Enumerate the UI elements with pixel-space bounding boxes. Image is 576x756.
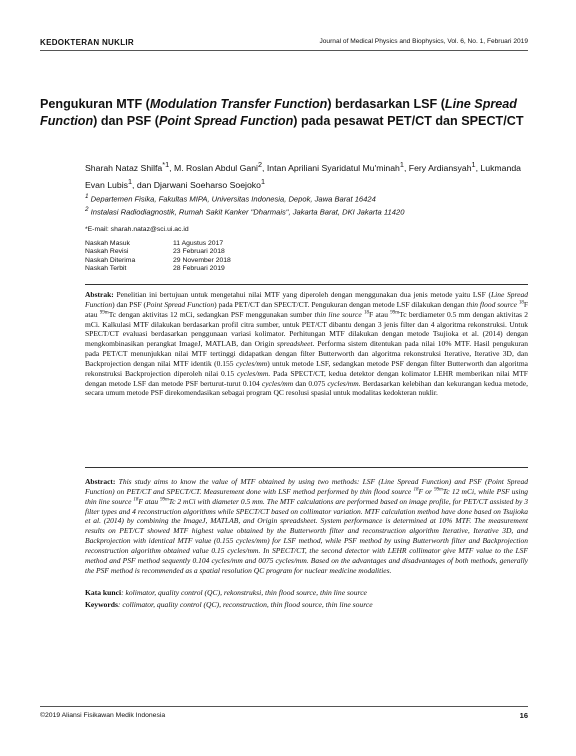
footer-divider bbox=[40, 706, 528, 707]
date-row: Naskah Revisi 23 Februari 2018 bbox=[85, 248, 225, 256]
keywords-english: Keywords: collimator, quality control (QC), reconstruction, thin flood source, thin line source bbox=[85, 600, 373, 609]
header-divider bbox=[40, 50, 528, 51]
date-row: Naskah Diterima 29 November 2018 bbox=[85, 256, 231, 264]
date-row: Naskah Masuk 11 Agustus 2017 bbox=[85, 240, 224, 247]
date-row: Naskah Terbit 28 Februari 2019 bbox=[85, 265, 225, 273]
affiliation-1: $^1$ Departemen Fisika, Fakultas MIPA, Universitas Indonesia, Depok, Jawa Barat 16424 bbox=[85, 193, 376, 204]
abstract-top-divider bbox=[85, 284, 528, 285]
affiliation-2: $^2$ Instalasi Radiodiagnostik, Rumah Sakit Kanker "Dharmais", Jakarta Barat, DKI Jakarta 11420 bbox=[85, 206, 405, 217]
abstract-mid-divider bbox=[85, 467, 528, 468]
copyright-notice: ©2019 Aliansi Fisikawan Medik Indonesia bbox=[40, 712, 166, 719]
keywords-indonesian: Kata kunci: kolimator, quality control (QC), rekonstruksi, thin flood source, thin line source bbox=[85, 588, 367, 597]
page-number: 16 bbox=[519, 711, 528, 720]
abstract-english: Abstract: This study aims to know the value of MTF obtained by using two methods: LSF (Line Spread Function) and PSF (Point Spread Function) on PET/CT and SPECT/CT. Measurement done with LSF method performed by thin flood source $^{18}$F or $^{99m}$Tc 12 mCi, while PSF using thin line source $^{18}$F atau $^{99m}$Tc 2 mCi with diameter 0.5 mm. The MTF calculations are performed based on image profile, for PET/CT assisted by 3 filter types and 4 reconstruction algorithms while SPECT/CT based on collimator variation. MTF calculation method have done based on Tsujioka et al. (2014) by combining the ImageJ, MATLAB, and Origin spreadsheet. System performance is determined at 10% MTF. The measurement results on PET/CT showed MTF highest value obtained by the Butterworth filter and reconstruction algorithm Iterative, Iterative 3D, and Backprojection with identical MTF value (0.155 cycles/mm) for LSF method, while PSF method by using Butterworth filter and Backprojection reconstruction algorithm obtained value 0.15 cycles/mm. In SPECT/CT, the second detector with LEHR collimator give MTF value to the LSF method and PSF method sequently 0.104 cycles/mm and 0075 cycles/mm. Based on the advantages and disadvantages of both methods, generally the PSF method is recommended as a spatial resolution QC program for nuclear medicine modalities. bbox=[85, 477, 528, 575]
author-email[interactable]: *E-mail: sharah.nataz@sci.ui.ac.id bbox=[85, 226, 189, 233]
section-label: KEDOKTERAN NUKLIR bbox=[40, 38, 134, 47]
author-list: Sharah Nataz Shilfa$^{*1}$, M. Roslan Abdul Gani$^2$, Intan Apriliani Syaridatul Mu'minah$^1$, Fery Ardiansyah$^1$, Lukmanda Evan Lubis$^1$, dan Djarwani Soeharso Soejoko$^1$ bbox=[85, 160, 521, 190]
journal-citation: Journal of Medical Physics and Biophysics, Vol. 6, No. 1, Februari 2019 bbox=[319, 38, 528, 45]
manuscript-dates bbox=[85, 240, 231, 274]
abstract-indonesian: Abstrak: Penelitian ini bertujuan untuk mengetahui nilai MTF yang diperoleh dengan menggunakan dua jenis metode yaitu LSF (Line Spread Function) dan PSF (Point Spread Function) pada PET/CT dan SPECT/CT. Pengukuran dengan metode LSF dilakukan dengan thin flood source $^{18}$F atau $^{99m}$Tc dengan aktivitas 12 mCi, sedangkan PSF menggunakan sumber thin line source $^{18}$F atau $^{99m}$Tc berdiameter 0.5 mm dengan aktivitas 2 mCi. Kalkulasi MTF dilakukan berdasarkan profil citra sumber, untuk PET/CT dibantu dengan 3 jenis filter dan 4 algoritma rekonstruksi. Untuk SPECT/CT evaluasi berdasarkan penggunaan variasi kolimator. Perhitungan MTF dilakukan dengan metode Tsujioka et al. (2014) dengan mengkombinasikan perangkat ImageJ, MATLAB, dan Origin spreadsheet. Performa sistem ditentukan pada nilai 10% MTF. Hasil pengukuran pada PET/CT menunjukkan nilai MTF tertinggi didapatkan dengan filter Butterworth dan algoritma rekonstruksi Iterative, Iterative 3D, dan Backprojection dengan nilai MTF identik (0.155 cycles/mm) untuk metode LSF, sedangkan metode PSF dengan filter Butterworth dan algoritma rekonstruksi Backprojection diperoleh nilai 0.15 cycles/mm. Pada SPECT/CT, kedua detektor dengan kolimator LEHR memberikan nilai MTF dengan metode LSF dan metode PSF berturut-turut 0.104 cycles/mm dan 0.075 cycles/mm. Berdasarkan kelebihan dan kekurangan kedua metode, secara umum metode PSF direkomendasikan sebagai program QC resolusi spasial untuk modalitas kedokteran nuklir. bbox=[85, 290, 529, 398]
affiliations bbox=[85, 192, 530, 219]
paper-title: Pengukuran MTF (Modulation Transfer Function) berdasarkan LSF (Line Spread Function) dan PSF (Point Spread Function) pada pesawat PET/CT dan SPECT/CT bbox=[40, 97, 524, 128]
